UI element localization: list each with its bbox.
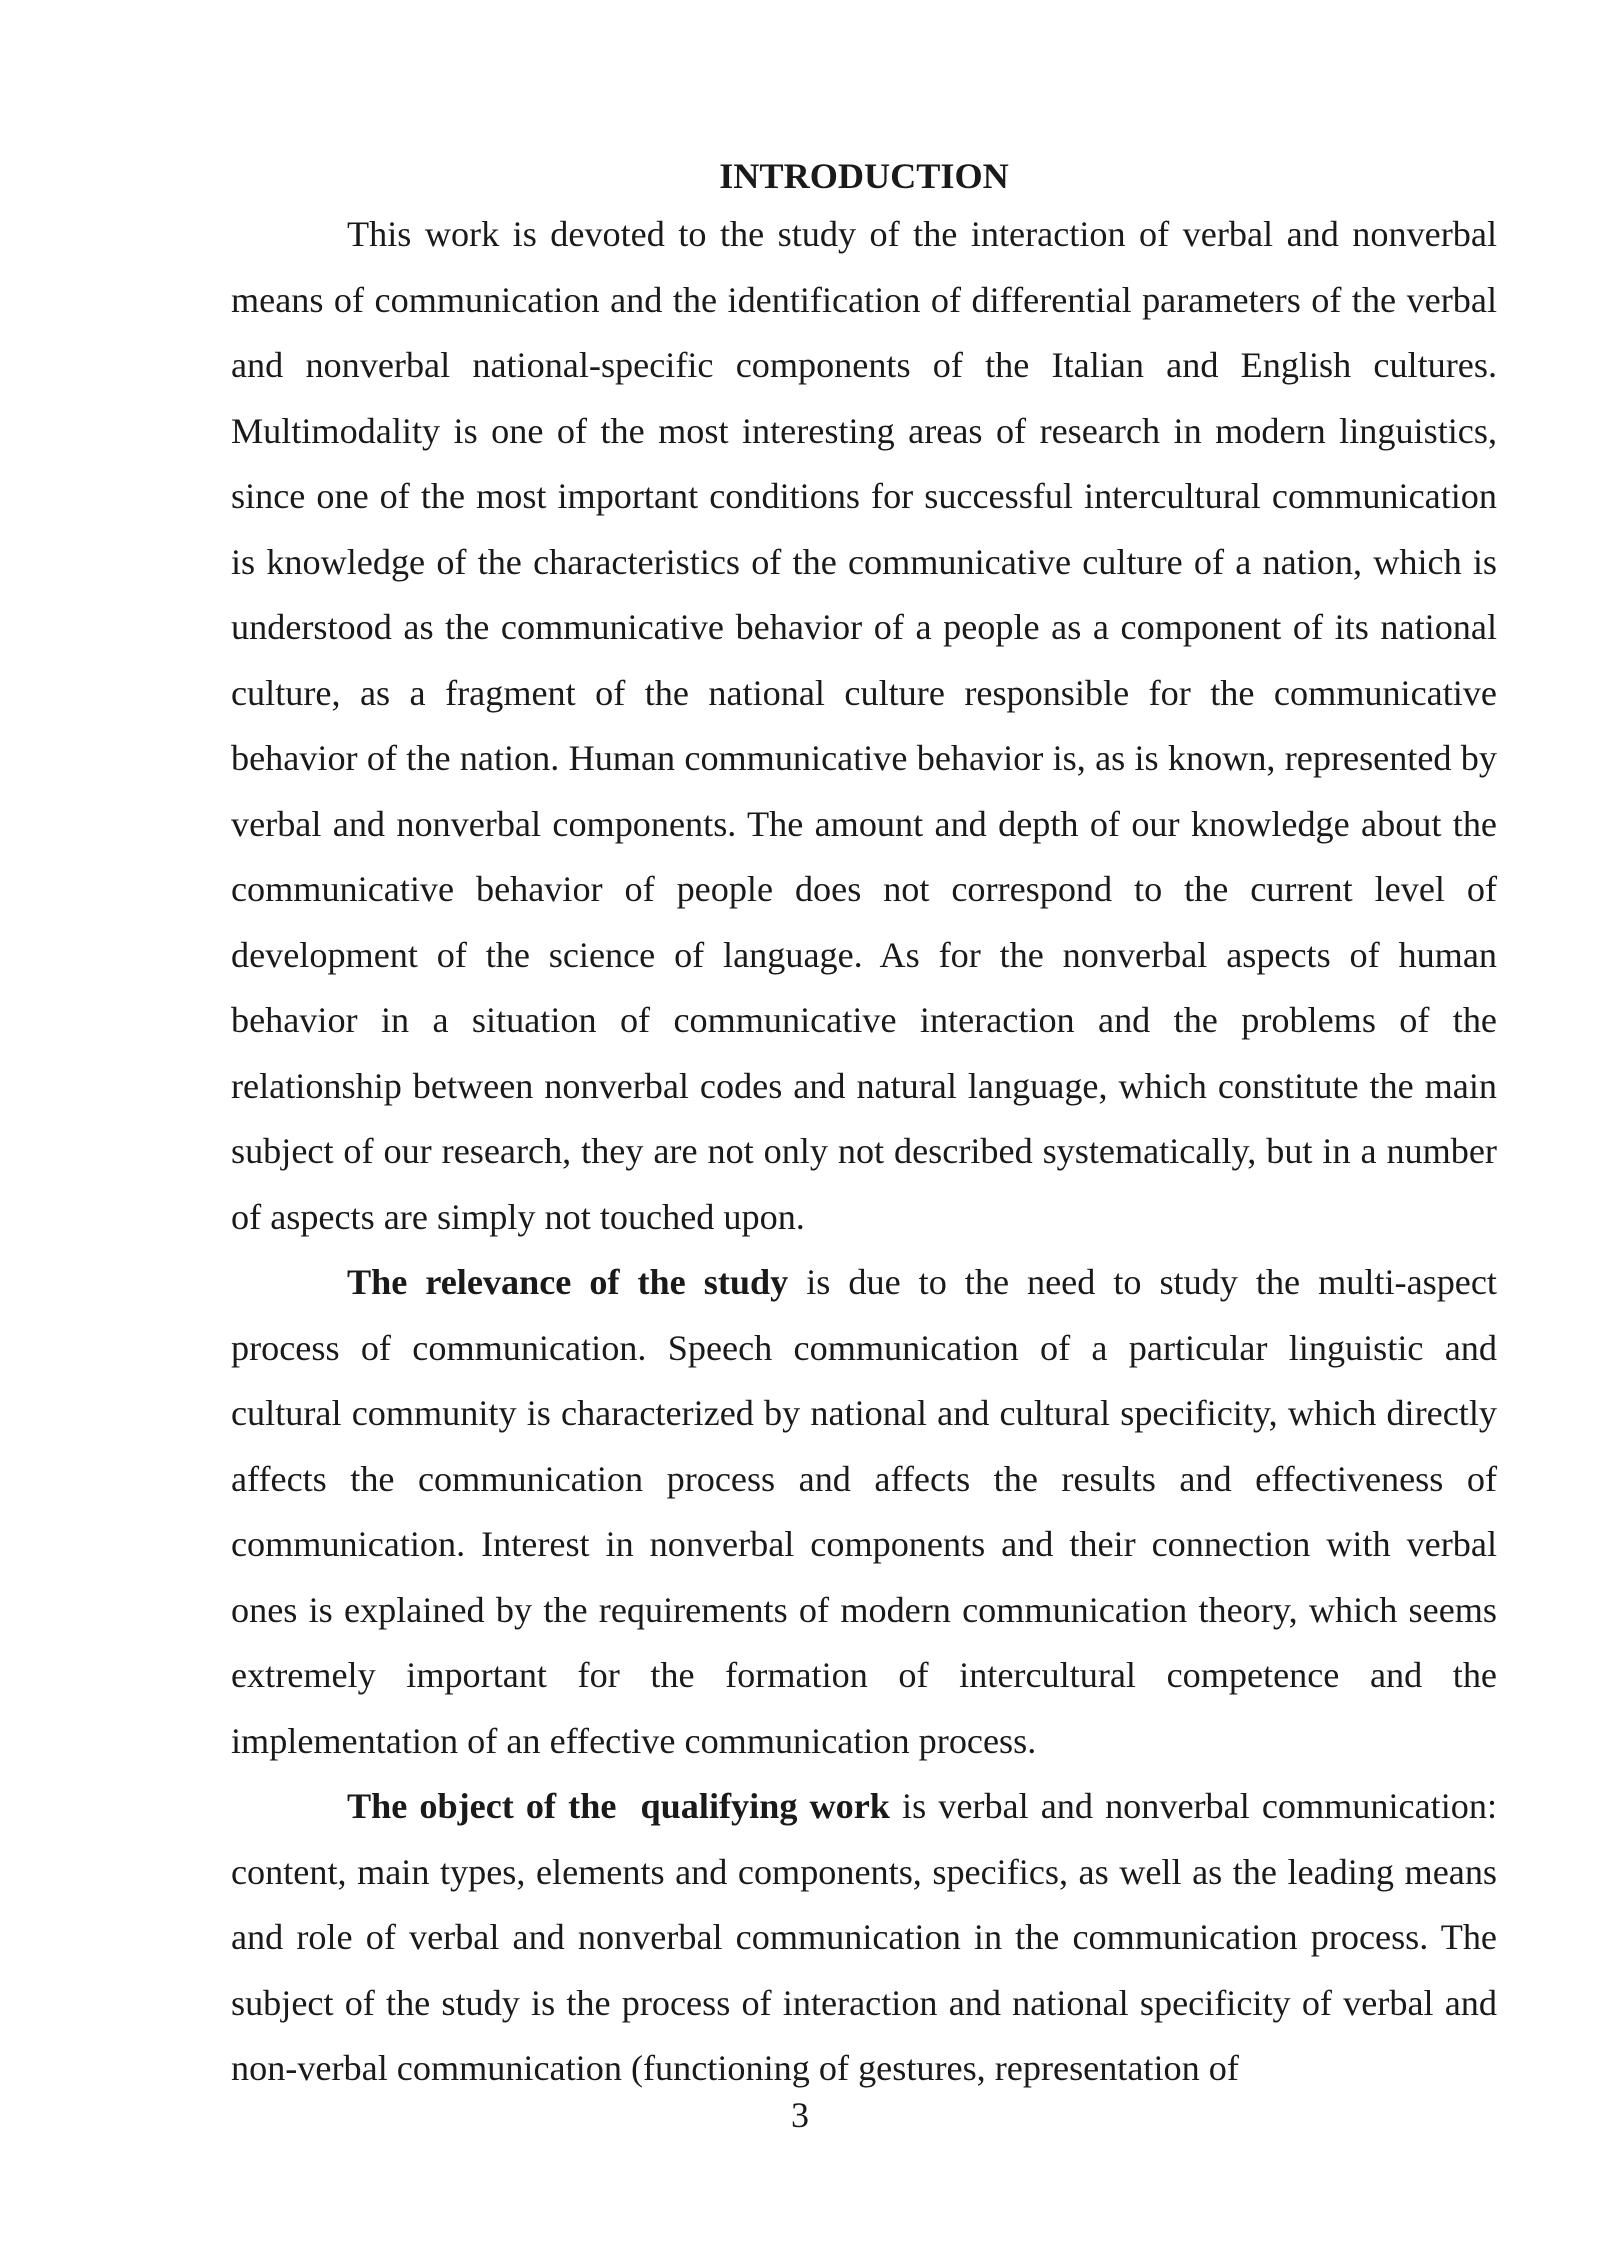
section-heading: INTRODUCTION	[719, 156, 1009, 196]
paragraph-relevance	[231, 1250, 1497, 1774]
paragraph-text: is verbal and nonverbal communication: content, main types, elements and components, specifics, as well as the leading means and role of verbal and nonverbal communication in the communication process. The subject of the study is the process of interaction and national specificity of verbal and non-verbal communication (functioning of gestures, representation of	[231, 1786, 1507, 2088]
paragraph-lead: The relevance of the study	[347, 1262, 789, 1302]
paragraph-object	[231, 1774, 1507, 2102]
paragraph-text: This work is devoted to the study of the interaction of verbal and nonverbal means of communication and the identification of differential parameters of the verbal and nonverbal national-specific components of the Italian and English cultures. Multimodality is one of the most interesting areas of research in modern linguistics, since one of the most important conditions for successful intercultural communication is knowledge of the characteristics of the communicative culture of a nation, which is understood as the communicative behavior of a people as a component of its national culture, as a fragment of the national culture responsible for the communicative behavior of the nation. Human communicative behavior is, as is known, represented by verbal and nonverbal components. The amount and depth of our knowledge about the communicative behavior of people does not correspond to the current level of development of the science of language. As for the nonverbal aspects of human behavior in a situation of communicative interaction and the problems of the relationship between nonverbal codes and natural language, which constitute the main subject of our research, they are not only not described systematically, but in a number of aspects are simply not touched upon.	[231, 214, 1497, 1237]
paragraph-intro	[231, 202, 1497, 1250]
page-number: 3	[791, 2095, 809, 2135]
page-body	[231, 150, 1507, 2102]
paragraph-lead: The object of the qualifying work	[347, 1786, 890, 1826]
paragraph-text: is due to the need to study the multi-aspect process of communication. Speech communication of a particular linguistic and cultural community is characterized by national and cultural specificity, which directly affects the communication process and affects the results and effectiveness of communication. Interest in nonverbal components and their connection with verbal ones is explained by the requirements of modern communication theory, which seems extremely important for the formation of intercultural competence and the implementation of an effective communication process.	[231, 1262, 1497, 1761]
